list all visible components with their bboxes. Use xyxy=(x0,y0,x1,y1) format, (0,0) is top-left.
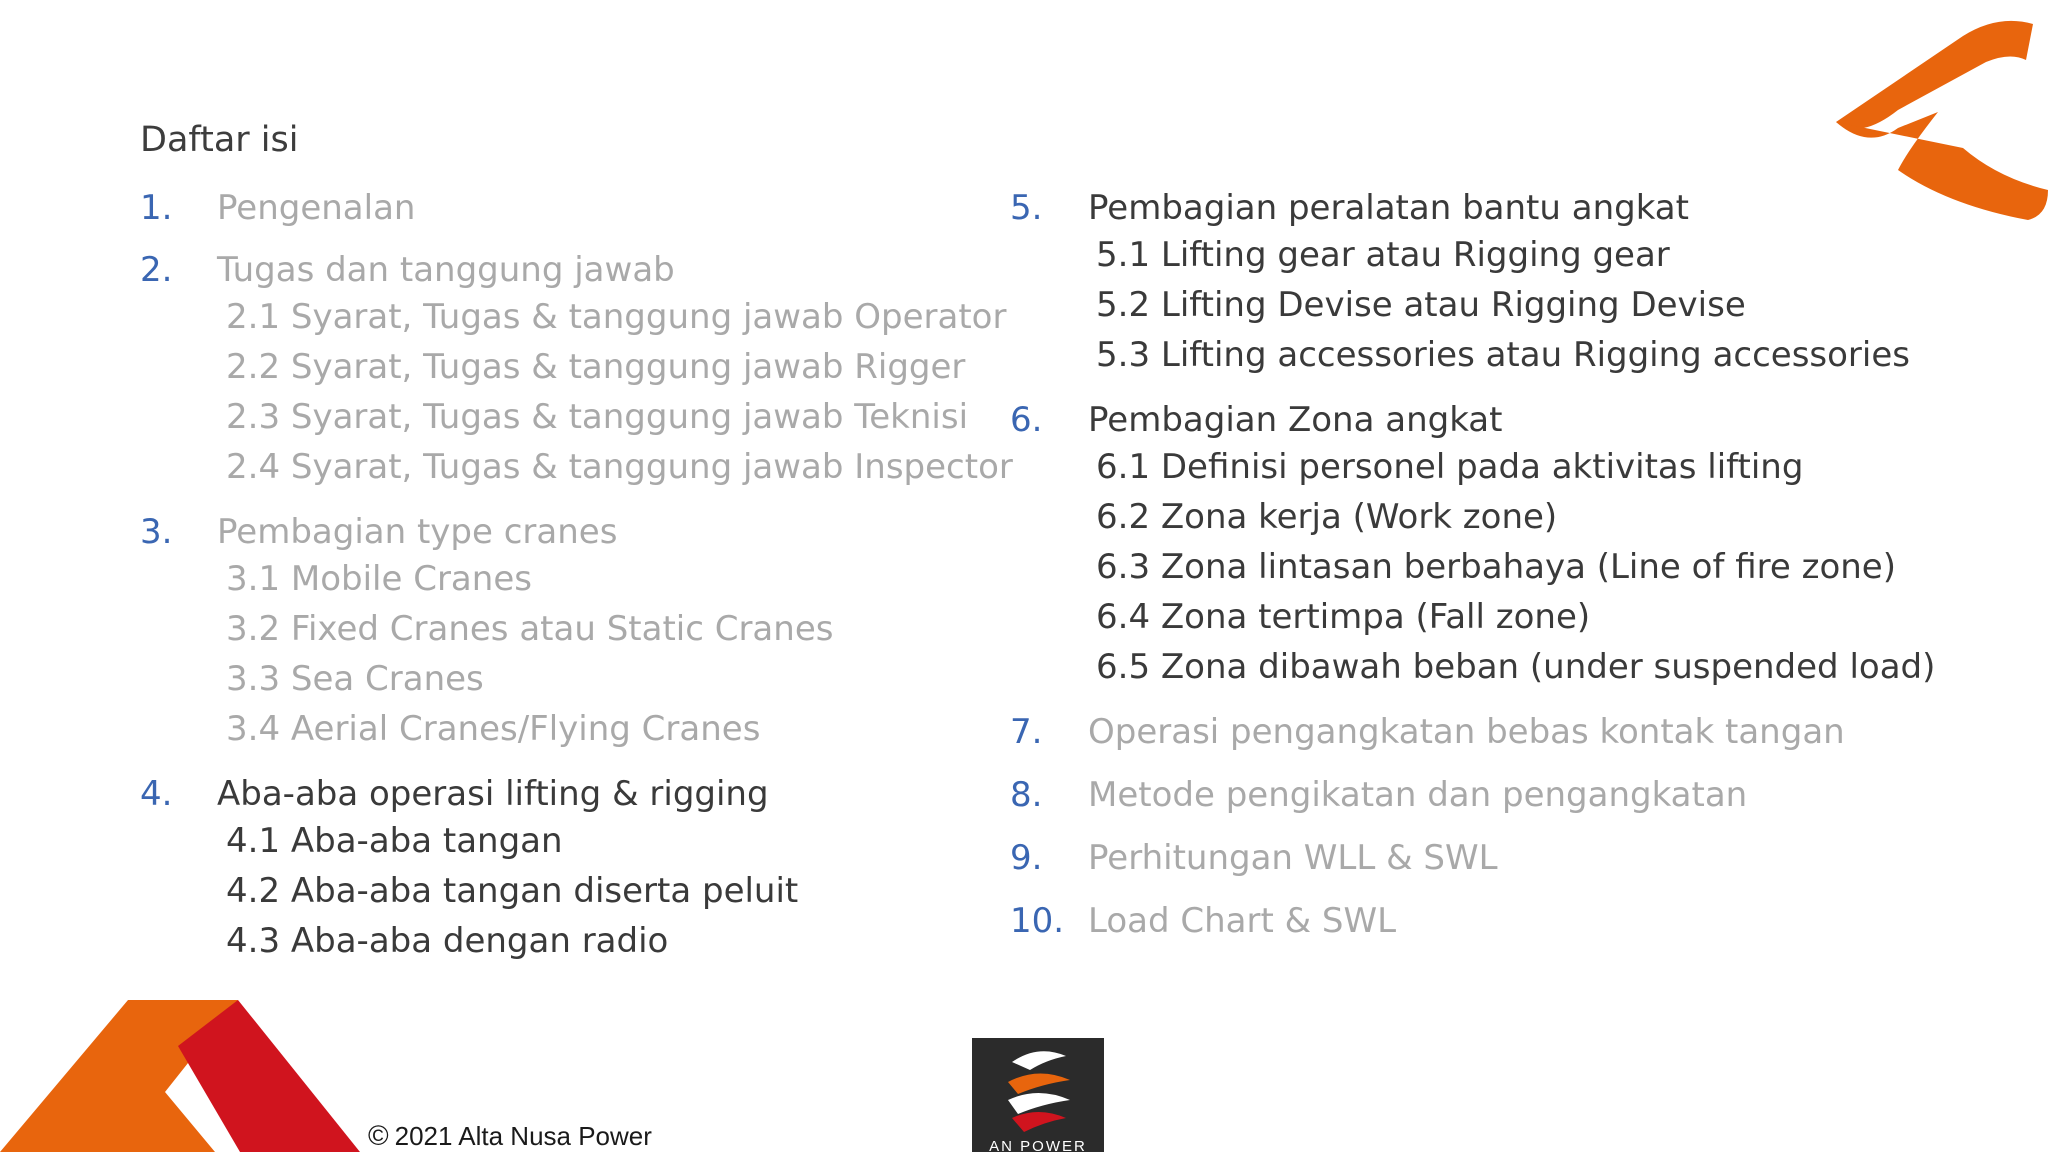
section-number: 4. xyxy=(140,774,173,814)
section-number: 6. xyxy=(1010,400,1043,440)
toc-right-column xyxy=(1010,186,1970,962)
subsection-item: 2.3 Syarat, Tugas & tanggung jawab Teknisi xyxy=(226,397,969,437)
toc-section-1 xyxy=(140,186,1020,230)
section-label: Pengenalan xyxy=(217,188,416,228)
section-label: Tugas dan tanggung jawab xyxy=(217,250,675,290)
section-label: Aba-aba operasi lifting & rigging xyxy=(217,774,769,814)
toc-section-8 xyxy=(1010,773,1970,817)
section-number: 9. xyxy=(1010,838,1043,878)
subsection-item: 6.3 Zona lintasan berbahaya (Line of fire zone) xyxy=(1096,547,1896,587)
an-power-wave-logo-icon xyxy=(972,1038,1104,1138)
toc-section-2 xyxy=(140,248,1020,492)
section-number: 2. xyxy=(140,250,173,290)
corner-decoration-icon xyxy=(0,992,360,1152)
subsection-item: 3.2 Fixed Cranes atau Static Cranes xyxy=(226,609,834,649)
subsection-item: 4.3 Aba-aba dengan radio xyxy=(226,921,669,961)
subsection-item: 6.2 Zona kerja (Work zone) xyxy=(1096,497,1558,537)
subsection-item: 4.1 Aba-aba tangan xyxy=(226,821,563,861)
subsection-item: 6.5 Zona dibawah beban (under suspended load) xyxy=(1096,647,1936,687)
subsection-item: 6.1 Definisi personel pada aktivitas lifting xyxy=(1096,447,1804,487)
section-number: 5. xyxy=(1010,188,1043,228)
subsection-item: 6.4 Zona tertimpa (Fall zone) xyxy=(1096,597,1591,637)
subsection-item: 5.3 Lifting accessories atau Rigging accessories xyxy=(1096,335,1910,375)
section-label: Metode pengikatan dan pengangkatan xyxy=(1088,775,1748,815)
subsection-item: 3.3 Sea Cranes xyxy=(226,659,484,699)
section-number: 1. xyxy=(140,188,173,228)
toc-section-5 xyxy=(1010,186,1970,380)
subsection-item: 3.1 Mobile Cranes xyxy=(226,559,532,599)
page-title: Daftar isi xyxy=(140,120,299,160)
toc-section-7 xyxy=(1010,710,1970,754)
toc-section-6 xyxy=(1010,398,1970,692)
section-number: 7. xyxy=(1010,712,1043,752)
subsection-item: 2.4 Syarat, Tugas & tanggung jawab Inspector xyxy=(226,447,1013,487)
subsection-item: 5.1 Lifting gear atau Rigging gear xyxy=(1096,235,1670,275)
section-label: Pembagian peralatan bantu angkat xyxy=(1088,188,1689,228)
section-number: 8. xyxy=(1010,775,1043,815)
an-power-badge xyxy=(972,1038,1104,1152)
section-number: 3. xyxy=(140,512,173,552)
toc-section-10 xyxy=(1010,899,1970,943)
toc-section-9 xyxy=(1010,836,1970,880)
section-label: Perhitungan WLL & SWL xyxy=(1088,838,1498,878)
copyright-icon: © xyxy=(368,1120,389,1151)
subsection-item: 5.2 Lifting Devise atau Rigging Devise xyxy=(1096,285,1746,325)
toc-left-column xyxy=(140,186,1020,984)
badge-text: AN POWER xyxy=(989,1138,1087,1152)
subsection-item: 3.4 Aerial Cranes/Flying Cranes xyxy=(226,709,761,749)
copyright-text: 2021 Alta Nusa Power xyxy=(394,1120,652,1151)
section-label: Operasi pengangkatan bebas kontak tangan xyxy=(1088,712,1845,752)
section-number: 10. xyxy=(1010,901,1065,941)
section-label: Load Chart & SWL xyxy=(1088,901,1397,941)
copyright-footer xyxy=(368,1120,652,1152)
section-label: Pembagian Zona angkat xyxy=(1088,400,1503,440)
subsection-item: 2.2 Syarat, Tugas & tanggung jawab Rigger xyxy=(226,347,966,387)
subsection-item: 4.2 Aba-aba tangan diserta peluit xyxy=(226,871,799,911)
subsection-item: 2.1 Syarat, Tugas & tanggung jawab Operator xyxy=(226,297,1007,337)
toc-section-3 xyxy=(140,510,1020,754)
section-label: Pembagian type cranes xyxy=(217,512,618,552)
toc-section-4 xyxy=(140,772,1020,966)
